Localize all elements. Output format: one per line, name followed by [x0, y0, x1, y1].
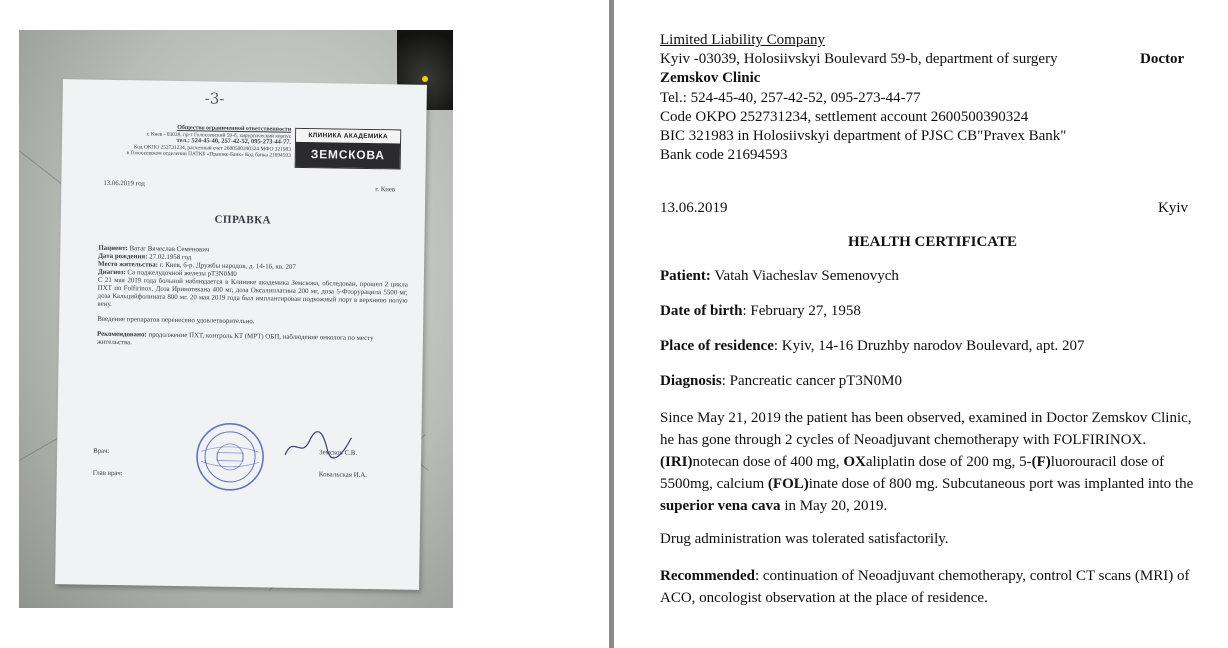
document-date: 13.06.2019 год — [103, 179, 145, 188]
body-text: Since May 21, 2019 the patient has been observed, examined in Doctor Zemskov Clinic, he has gone through 2 cycles of Neoadjuvant chemotherapy with FOLFIRINOX. — [660, 410, 1192, 448]
diagnosis-label: Diagnosis — [660, 373, 722, 389]
translation-title: HEALTH CERTIFICATE — [847, 234, 1018, 250]
residence-value: г. Киев, б-р. Дружбы народов, д. 14-16, кв. 207 — [159, 261, 296, 271]
company-name: Limited Liability Company — [660, 32, 825, 48]
clinic-logo — [295, 128, 402, 170]
recommended-label: Recommended — [660, 568, 755, 584]
org-header — [86, 124, 291, 160]
patient-value: Vatah Viacheslav Semenovych — [714, 268, 899, 284]
document-sheet — [55, 79, 427, 590]
body-text: aliplatin dose of 200 mg, 5- — [865, 454, 1032, 470]
original-document-photo — [19, 30, 453, 608]
bottle-label-dot — [422, 76, 428, 82]
patient-label: Patient: — [660, 268, 711, 284]
recommended-label: Рекомендовано: — [96, 330, 147, 339]
tel-line: Tel.: 524-45-40, 257-42-52, 095-273-44-77 — [660, 89, 921, 106]
chief-doctor-label: Глав врач: — [92, 469, 123, 478]
body-text: luorouracil dose of 5500mg, calcium — [660, 454, 1165, 492]
svc-term: superior vena cava — [660, 498, 781, 514]
doctor-word: Doctor — [1140, 51, 1185, 68]
bic-line: BIC 321983 in Holosiivskyi department of PJSC CB"Pravex Bank" — [660, 128, 1067, 145]
dob-value: 27.02.1958 год — [149, 253, 192, 262]
body-paragraph: С 21 мая 2019 года больной наблюдается в Клинике академика Земскова, обследован, прошел 2 цикла ПХТ по Folfirinox. Доза Иринотекана 400 мг, доза Оксалиплатина 200 мг, доза 5-Фторурацила 5500 мг, доза Кальцийфолината 800 мг. 20 мая 2019 года был имплантирован подкожный порт в верхнюю полую вену. — [97, 276, 408, 308]
org-line: в Голосеевском отделении ПАТКБ «Правэкс-Банк» Код банка 21694593 — [126, 150, 291, 160]
recommended-value: продолжение ПХТ, контроль КТ (МРТ) ОБП, наблюдение онколога по месту жительства. — [96, 331, 374, 347]
recommended-value: : continuation of Neoadjuvant chemotherapy, control CT scans (MRI) of ACO, oncologist observation at the place of residence. — [660, 568, 1190, 606]
residence-line — [660, 337, 1200, 356]
doctor-name: Земсков С.В. — [319, 449, 358, 457]
signature-icon — [283, 431, 353, 462]
residence-label: Place of residence — [660, 338, 774, 354]
body-paragraph — [660, 407, 1200, 517]
dob-value: : February 27, 1958 — [742, 303, 861, 319]
org-line: тел.: 524-45-40, 257-42-52, 095-273-44-77. — [176, 137, 292, 146]
dob-label: Date of birth — [660, 303, 743, 319]
ox-abbrev: OX — [843, 454, 866, 470]
code-line: Code OKPO 252731234, settlement account 2600500390324 — [660, 108, 1029, 125]
residence-label: Место жительства: — [98, 260, 159, 269]
company-line — [660, 31, 1200, 50]
fol-abbrev: (FOL) — [767, 476, 809, 492]
tolerance-line: Drug administration was tolerated satisfactorily. — [660, 531, 949, 547]
document-city: г. Киев — [375, 186, 396, 194]
recommended-line — [660, 565, 1200, 609]
diagnosis-line — [660, 372, 1200, 391]
tolerance-line: Введение препаратов перенесено удовлетворительно. — [97, 315, 255, 326]
logo-bottom-text: ЗЕМСКОВА — [296, 142, 400, 169]
translation-document — [660, 31, 1200, 606]
body-text: in May 20, 2019. — [780, 498, 888, 514]
handwritten-page-number: -3- — [204, 89, 225, 108]
clinic-name: Zemskov Clinic — [660, 70, 761, 87]
patient-value: Ватаг Вячеслав Семенович — [129, 245, 210, 254]
logo-top-text: КЛИНИКА АКАДЕМИКА — [296, 129, 400, 144]
org-line: Код ОКПО 252731234, расчетный счет 2600500390324 МФО 321983 — [133, 144, 291, 153]
bank-code-line: Bank code 21694593 — [660, 147, 788, 164]
translation-date: 13.06.2019 — [660, 200, 728, 216]
address-line — [660, 50, 1200, 69]
body-text: notecan dose of 400 mg, — [692, 454, 844, 470]
iri-abbrev: (IRI) — [660, 454, 693, 470]
page-divider — [609, 0, 614, 648]
f-abbrev: (F) — [1031, 454, 1051, 470]
body-text: inate dose of 800 mg. Subcutaneous port was implanted into the — [808, 476, 1194, 492]
doctor-label: Врач: — [93, 447, 110, 455]
org-line: г. Киев - 03039, пр-т Голосеевский 59-б, хирургический корпус — [146, 131, 292, 140]
org-line: Общество ограниченной ответственности — [177, 124, 292, 133]
dob-label: Дата рождения: — [98, 252, 148, 261]
diagnosis-label: Диагноз: — [97, 268, 126, 277]
chief-doctor-name: Ковальская И.А. — [318, 471, 368, 479]
date-row — [660, 199, 1188, 218]
diagnosis-value: Са поджелудочной железы pT3N0M0 — [127, 269, 237, 278]
clinic-stamp-icon — [195, 421, 266, 492]
patient-label: Пациент: — [98, 244, 128, 253]
patient-line — [660, 267, 1200, 286]
residence-value: : Kyiv, 14-16 Druzhby narodov Boulevard, apt. 207 — [773, 338, 1085, 354]
dob-line — [660, 302, 1200, 321]
diagnosis-value: : Pancreatic cancer pT3N0M0 — [721, 373, 903, 389]
address-text: Kyiv -03039, Holosiivskyi Boulevard 59-b, department of surgery — [660, 51, 1058, 68]
document-body — [97, 245, 409, 352]
document-title: СПРАВКА — [214, 213, 272, 227]
translation-city: Kyiv — [1158, 200, 1188, 216]
